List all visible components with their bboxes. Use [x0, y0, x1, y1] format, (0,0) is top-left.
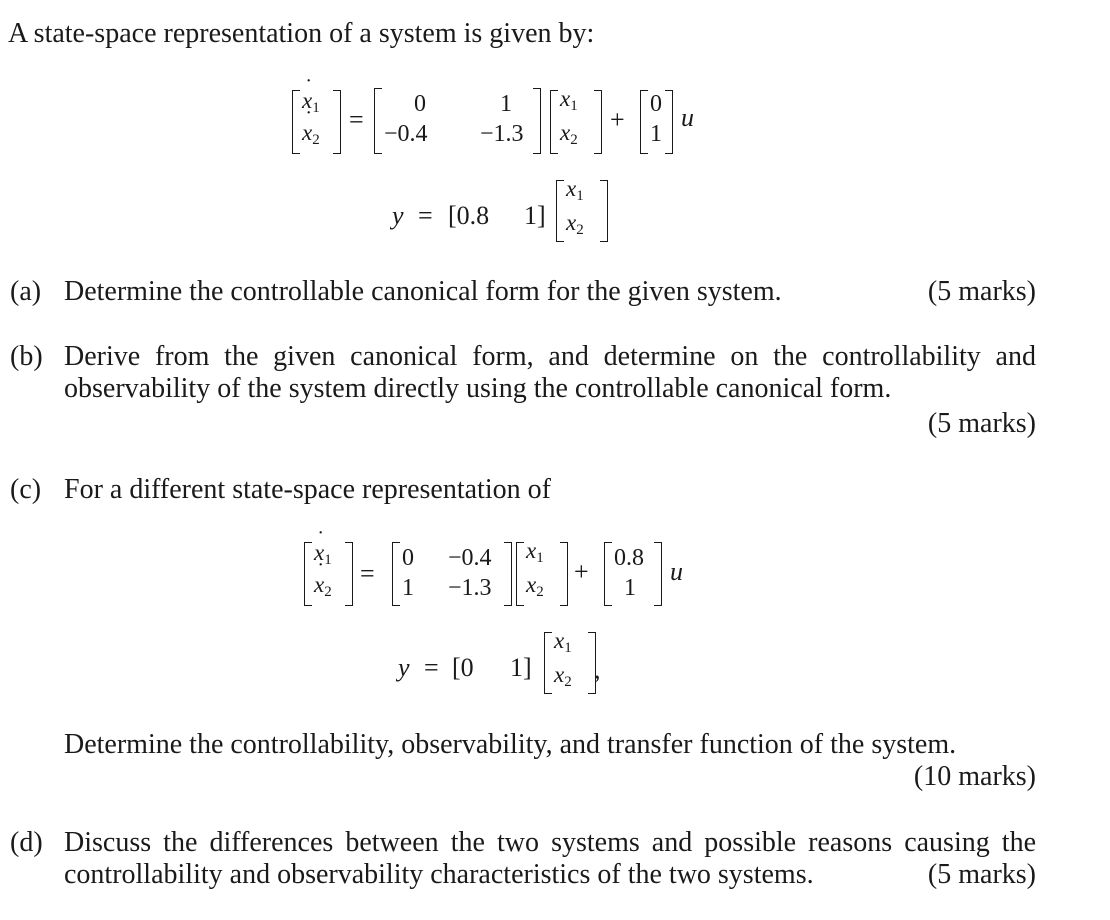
sys2-equals: = — [360, 559, 375, 588]
sys1-lhs-2: ˙ $x_2$ — [302, 122, 320, 151]
sys1-c2: 1] — [524, 201, 546, 230]
question-d-label: (d) — [10, 827, 43, 858]
question-a-label: (a) — [10, 276, 42, 307]
sys1-out-x2: $x_2$ — [566, 210, 584, 238]
sys2-a12: −0.4 — [448, 545, 492, 571]
question-c-marks: (10 marks) — [913, 761, 1036, 792]
sys1-b2: 1 — [650, 121, 662, 147]
question-b-marks: (5 marks) — [927, 408, 1036, 439]
sys2-a21: 1 — [402, 575, 414, 601]
question-c-label: (c) — [10, 474, 42, 505]
sys2-b1: 0.8 — [614, 545, 644, 571]
intro-text: A state-space representation of a system is given by: — [8, 18, 595, 49]
sys2-b2: 1 — [624, 575, 636, 601]
sys2-input-u: u — [670, 557, 683, 586]
sys1-plus: + — [610, 105, 625, 134]
sys2-out-x1: $x_1$ — [554, 628, 572, 656]
question-d-marks: (5 marks) — [927, 859, 1036, 890]
sys1-a12: 1 — [500, 91, 512, 117]
sys2-lhs-1: ˙ $x_1$ — [314, 542, 332, 571]
question-c-task: Determine the controllability, observability, and transfer function of the system. — [64, 729, 957, 760]
sys1-a21: −0.4 — [384, 121, 428, 147]
sys1-b1: 0 — [650, 91, 662, 117]
sys2-y: y — [398, 653, 410, 682]
sys1-equals: = — [349, 105, 364, 134]
question-d-line2: controllability and observability characteristics of the two systems. — [64, 859, 814, 890]
question-c-text: For a different state-space representation of — [64, 474, 551, 505]
sys1-lhs-1: ˙ $x_1$ — [302, 90, 320, 119]
sys1-a11: 0 — [414, 91, 426, 117]
sys2-a22: −1.3 — [448, 575, 492, 601]
question-b-label: (b) — [10, 341, 43, 372]
sys2-lhs-2: ˙ $x_2$ — [314, 574, 332, 603]
question-a-marks: (5 marks) — [927, 276, 1036, 307]
question-b-line2: observability of the system directly using the controllable canonical form. — [64, 373, 892, 404]
sys2-x2: $x_2$ — [526, 572, 544, 600]
sys2-out-equals: = — [424, 653, 439, 682]
sys1-out-x1: $x_1$ — [566, 176, 584, 204]
sys2-trailing-comma: , — [594, 655, 601, 684]
sys1-y: y — [392, 201, 404, 230]
question-a-text: Determine the controllable canonical form for the given system. — [64, 276, 782, 307]
sys2-c2: 1] — [510, 653, 532, 682]
sys1-a22: −1.3 — [480, 121, 524, 147]
sys2-a11: 0 — [402, 545, 414, 571]
question-d-line1: Discuss the differences between the two systems and possible reasons causing the — [64, 827, 1036, 858]
sys1-input-u: u — [681, 103, 694, 132]
sys1-x2: $x_2$ — [560, 120, 578, 148]
sys1-out-equals: = — [418, 201, 433, 230]
sys2-x1: $x_1$ — [526, 538, 544, 566]
sys2-out-x2: $x_2$ — [554, 662, 572, 690]
question-b-line1: Derive from the given canonical form, and determine on the controllability and — [64, 341, 1036, 372]
sys1-x1: $x_1$ — [560, 86, 578, 114]
sys2-c1: [0 — [452, 653, 474, 682]
sys2-plus: + — [574, 557, 589, 586]
sys1-c1: [0.8 — [448, 201, 490, 230]
